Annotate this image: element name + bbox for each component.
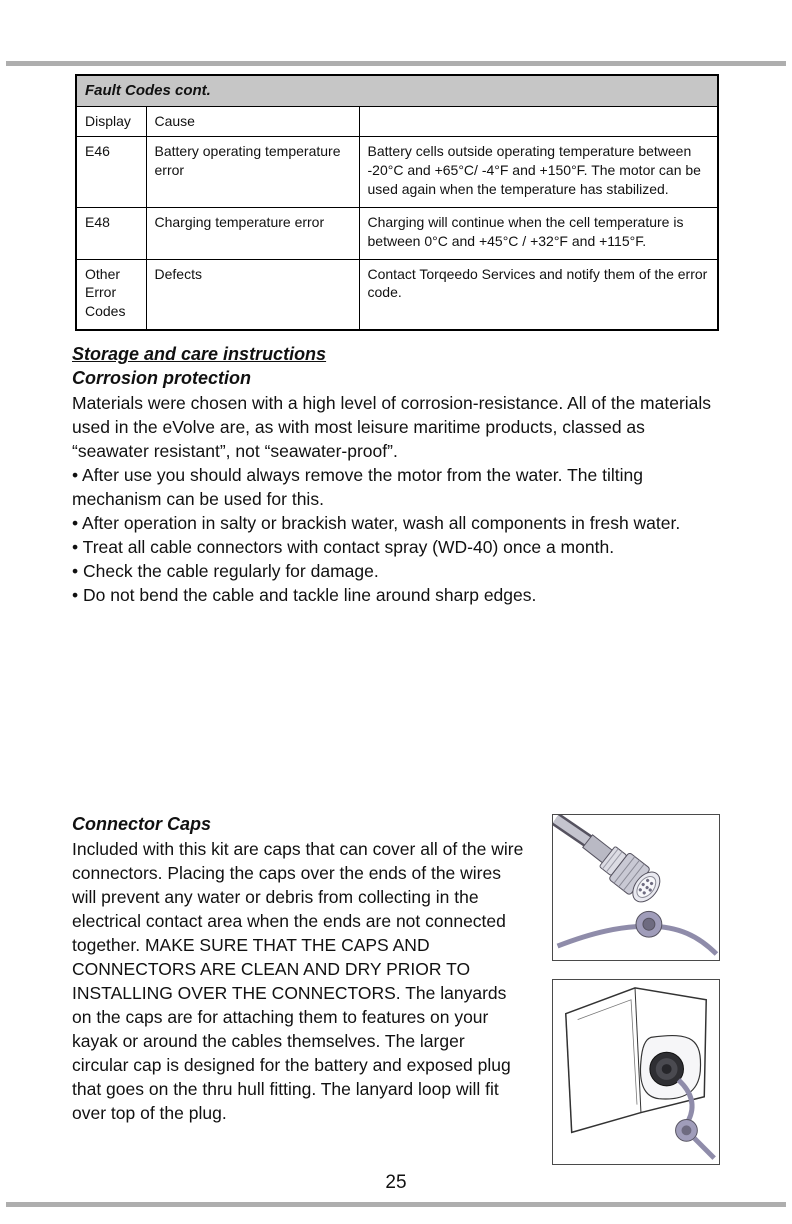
cell-display-code: E48 [76,207,146,259]
bullet-item: • After use you should always remove the motor from the water. The tilting mechanism can be used for this. [72,465,643,509]
connector-plug-with-cap-illustration [553,815,719,960]
top-divider-rule [6,61,786,66]
bullet-item: • After operation in salty or brackish water, wash all components in fresh water. [72,513,681,533]
column-header-description [359,107,718,137]
fault-codes-table [75,74,719,331]
page-number: 25 [385,1172,407,1193]
bullet-item: • Do not bend the cable and tackle line around sharp edges. [72,585,537,605]
thru-hull-fitting-with-cap-illustration [553,980,719,1164]
connector-caps-section [72,814,720,1165]
table-row-e46 [76,137,718,208]
column-header-cause: Cause [146,107,359,137]
connector-caps-paragraph: Included with this kit are caps that can cover all of the wire connectors. Placing the caps over the ends of the wires will prevent any water or debris from collecting in the electrical contact area when the ends are not connected together. MAKE SURE THAT THE CAPS AND CONNECTORS ARE CLEAN AND DRY PRIOR TO INSTALLING OVER THE CONNECTORS. The lanyards on the caps are for attaching them to features on your kayak or around the cables themselves. The larger circular cap is designed for the battery and exposed plug that goes on the thru hull fitting. The lanyard loop will fit over top of the plug. [72,839,524,1123]
subheading-connector-caps: Connector Caps [72,814,212,834]
subheading-corrosion-protection: Corrosion protection [72,368,251,388]
connector-caps-text-column [72,814,524,1125]
cell-cause: Defects [146,259,359,330]
column-header-display: Display [76,107,146,137]
storage-and-care-section [72,344,720,607]
bottom-divider-rule [6,1202,786,1207]
cell-display-code: E46 [76,137,146,208]
cell-description: Contact Torqeedo Services and notify them of the error code. [359,259,718,330]
table-title: Fault Codes cont. [76,75,718,107]
table-header-row [76,107,718,137]
cell-description: Charging will continue when the cell temperature is between 0°C and +45°C / +32°F and +115°F. [359,207,718,259]
corrosion-intro-paragraph: Materials were chosen with a high level of corrosion-resistance. All of the materials used in the eVolve are, as with most leisure maritime products, classed as “seawater resistant”, not “seawater-proof”. [72,393,712,461]
table-row-e48 [76,207,718,259]
bullet-item: • Check the cable regularly for damage. [72,561,379,581]
connector-plug-illustration-frame [552,814,720,961]
connector-caps-figures-column [552,814,720,1165]
cell-description: Battery cells outside operating temperature between -20°C and +65°C/ -4°F and +150°F. The motor can be used again when the temperature has stabilized. [359,137,718,208]
section-heading-storage: Storage and care instructions [72,344,327,364]
cell-cause: Charging temperature error [146,207,359,259]
cell-cause: Battery operating temperature error [146,137,359,208]
table-row-other-codes [76,259,718,330]
cell-display-code: Other Error Codes [76,259,146,330]
thru-hull-fitting-illustration-frame [552,979,720,1165]
table-title-row [76,75,718,107]
bullet-item: • Treat all cable connectors with contact spray (WD-40) once a month. [72,537,615,557]
